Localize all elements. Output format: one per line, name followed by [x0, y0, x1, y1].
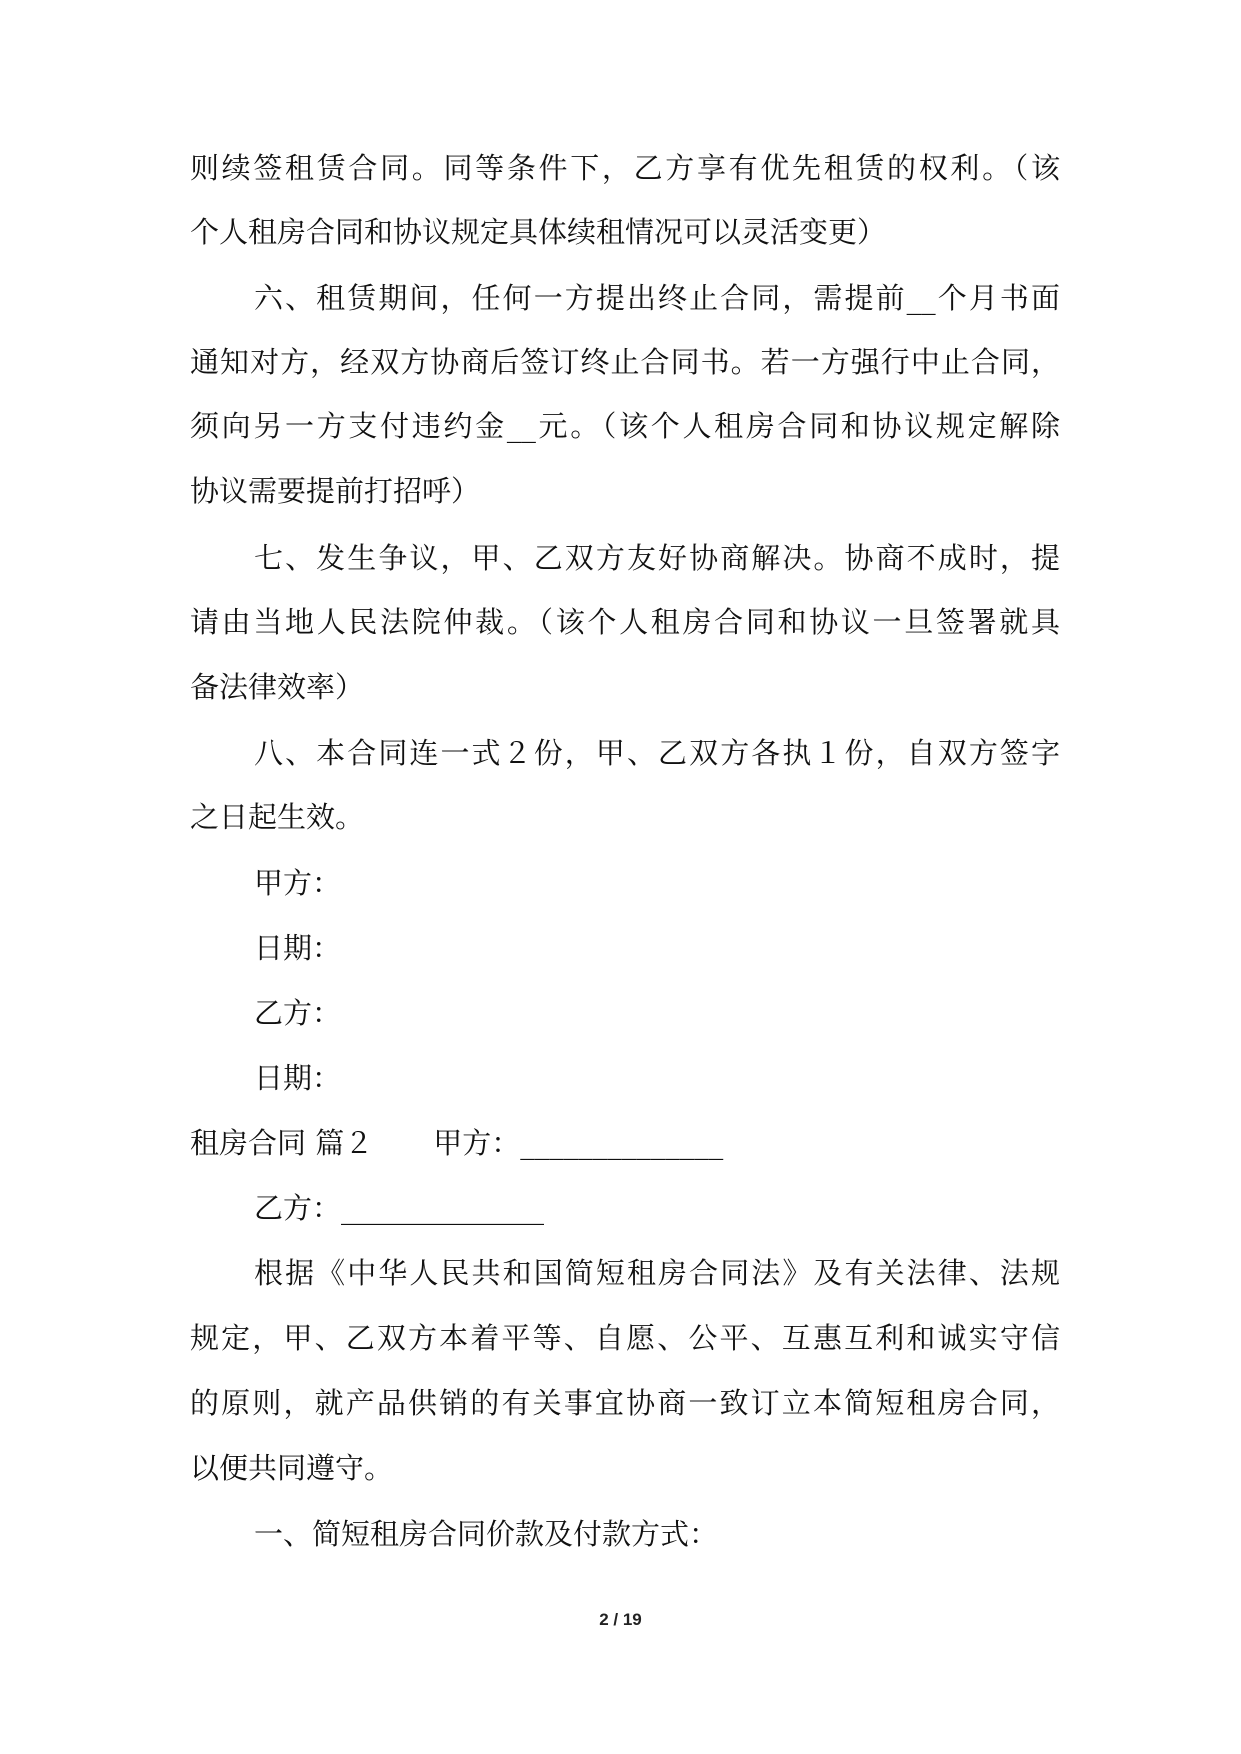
clause-eight-line: 八、本合同连一式２份，甲、乙双方各执１份，自双方签字 — [254, 736, 1060, 770]
section-party-a: 甲方：______________ — [433, 1126, 724, 1160]
paragraph-line: 的原则，就产品供销的有关事宜协商一致订立本简短租房合同， — [190, 1386, 1060, 1420]
date-field: 日期： — [254, 931, 342, 965]
party-b-signature: 乙方： — [254, 996, 342, 1030]
date-field: 日期： — [254, 1061, 342, 1095]
paragraph-line: 须向另一方支付违约金__元。（该个人租房合同和协议规定解除 — [190, 409, 1060, 443]
section-heading — [190, 1123, 723, 1163]
clause-one-heading: 一、简短租房合同价款及付款方式： — [254, 1517, 719, 1551]
paragraph-line: 规定，甲、乙双方本着平等、自愿、公平、互惠互利和诚实守信 — [190, 1321, 1060, 1355]
paragraph-line: 以便共同遵守。 — [190, 1451, 394, 1485]
paragraph-line: 请由当地人民法院仲裁。（该个人租房合同和协议一旦签署就具 — [190, 605, 1060, 639]
paragraph-line: 通知对方，经双方协商后签订终止合同书。若一方强行中止合同， — [190, 345, 1060, 379]
paragraph-line: 个人租房合同和协议规定具体续租情况可以灵活变更） — [190, 215, 887, 249]
paragraph-line: 备法律效率） — [190, 670, 365, 704]
clause-seven-line: 七、发生争议，甲、乙双方友好协商解决。协商不成时，提 — [254, 541, 1060, 575]
section-party-b: 乙方：______________ — [254, 1191, 545, 1225]
paragraph-line: 之日起生效。 — [190, 800, 365, 834]
paragraph-line: 协议需要提前打招呼） — [190, 474, 481, 508]
page-number: 2 / 19 — [599, 1610, 642, 1629]
clause-six-line: 六、租赁期间，任何一方提出终止合同，需提前__个月书面 — [254, 281, 1060, 315]
section-title: 租房合同 篇２ — [190, 1126, 374, 1160]
party-a-signature: 甲方： — [254, 866, 342, 900]
paragraph-line: 则续签租赁合同。同等条件下，乙方享有优先租赁的权利。（该 — [190, 151, 1060, 185]
paragraph-line: 根据《中华人民共和国简短租房合同法》及有关法律、法规 — [254, 1256, 1060, 1290]
